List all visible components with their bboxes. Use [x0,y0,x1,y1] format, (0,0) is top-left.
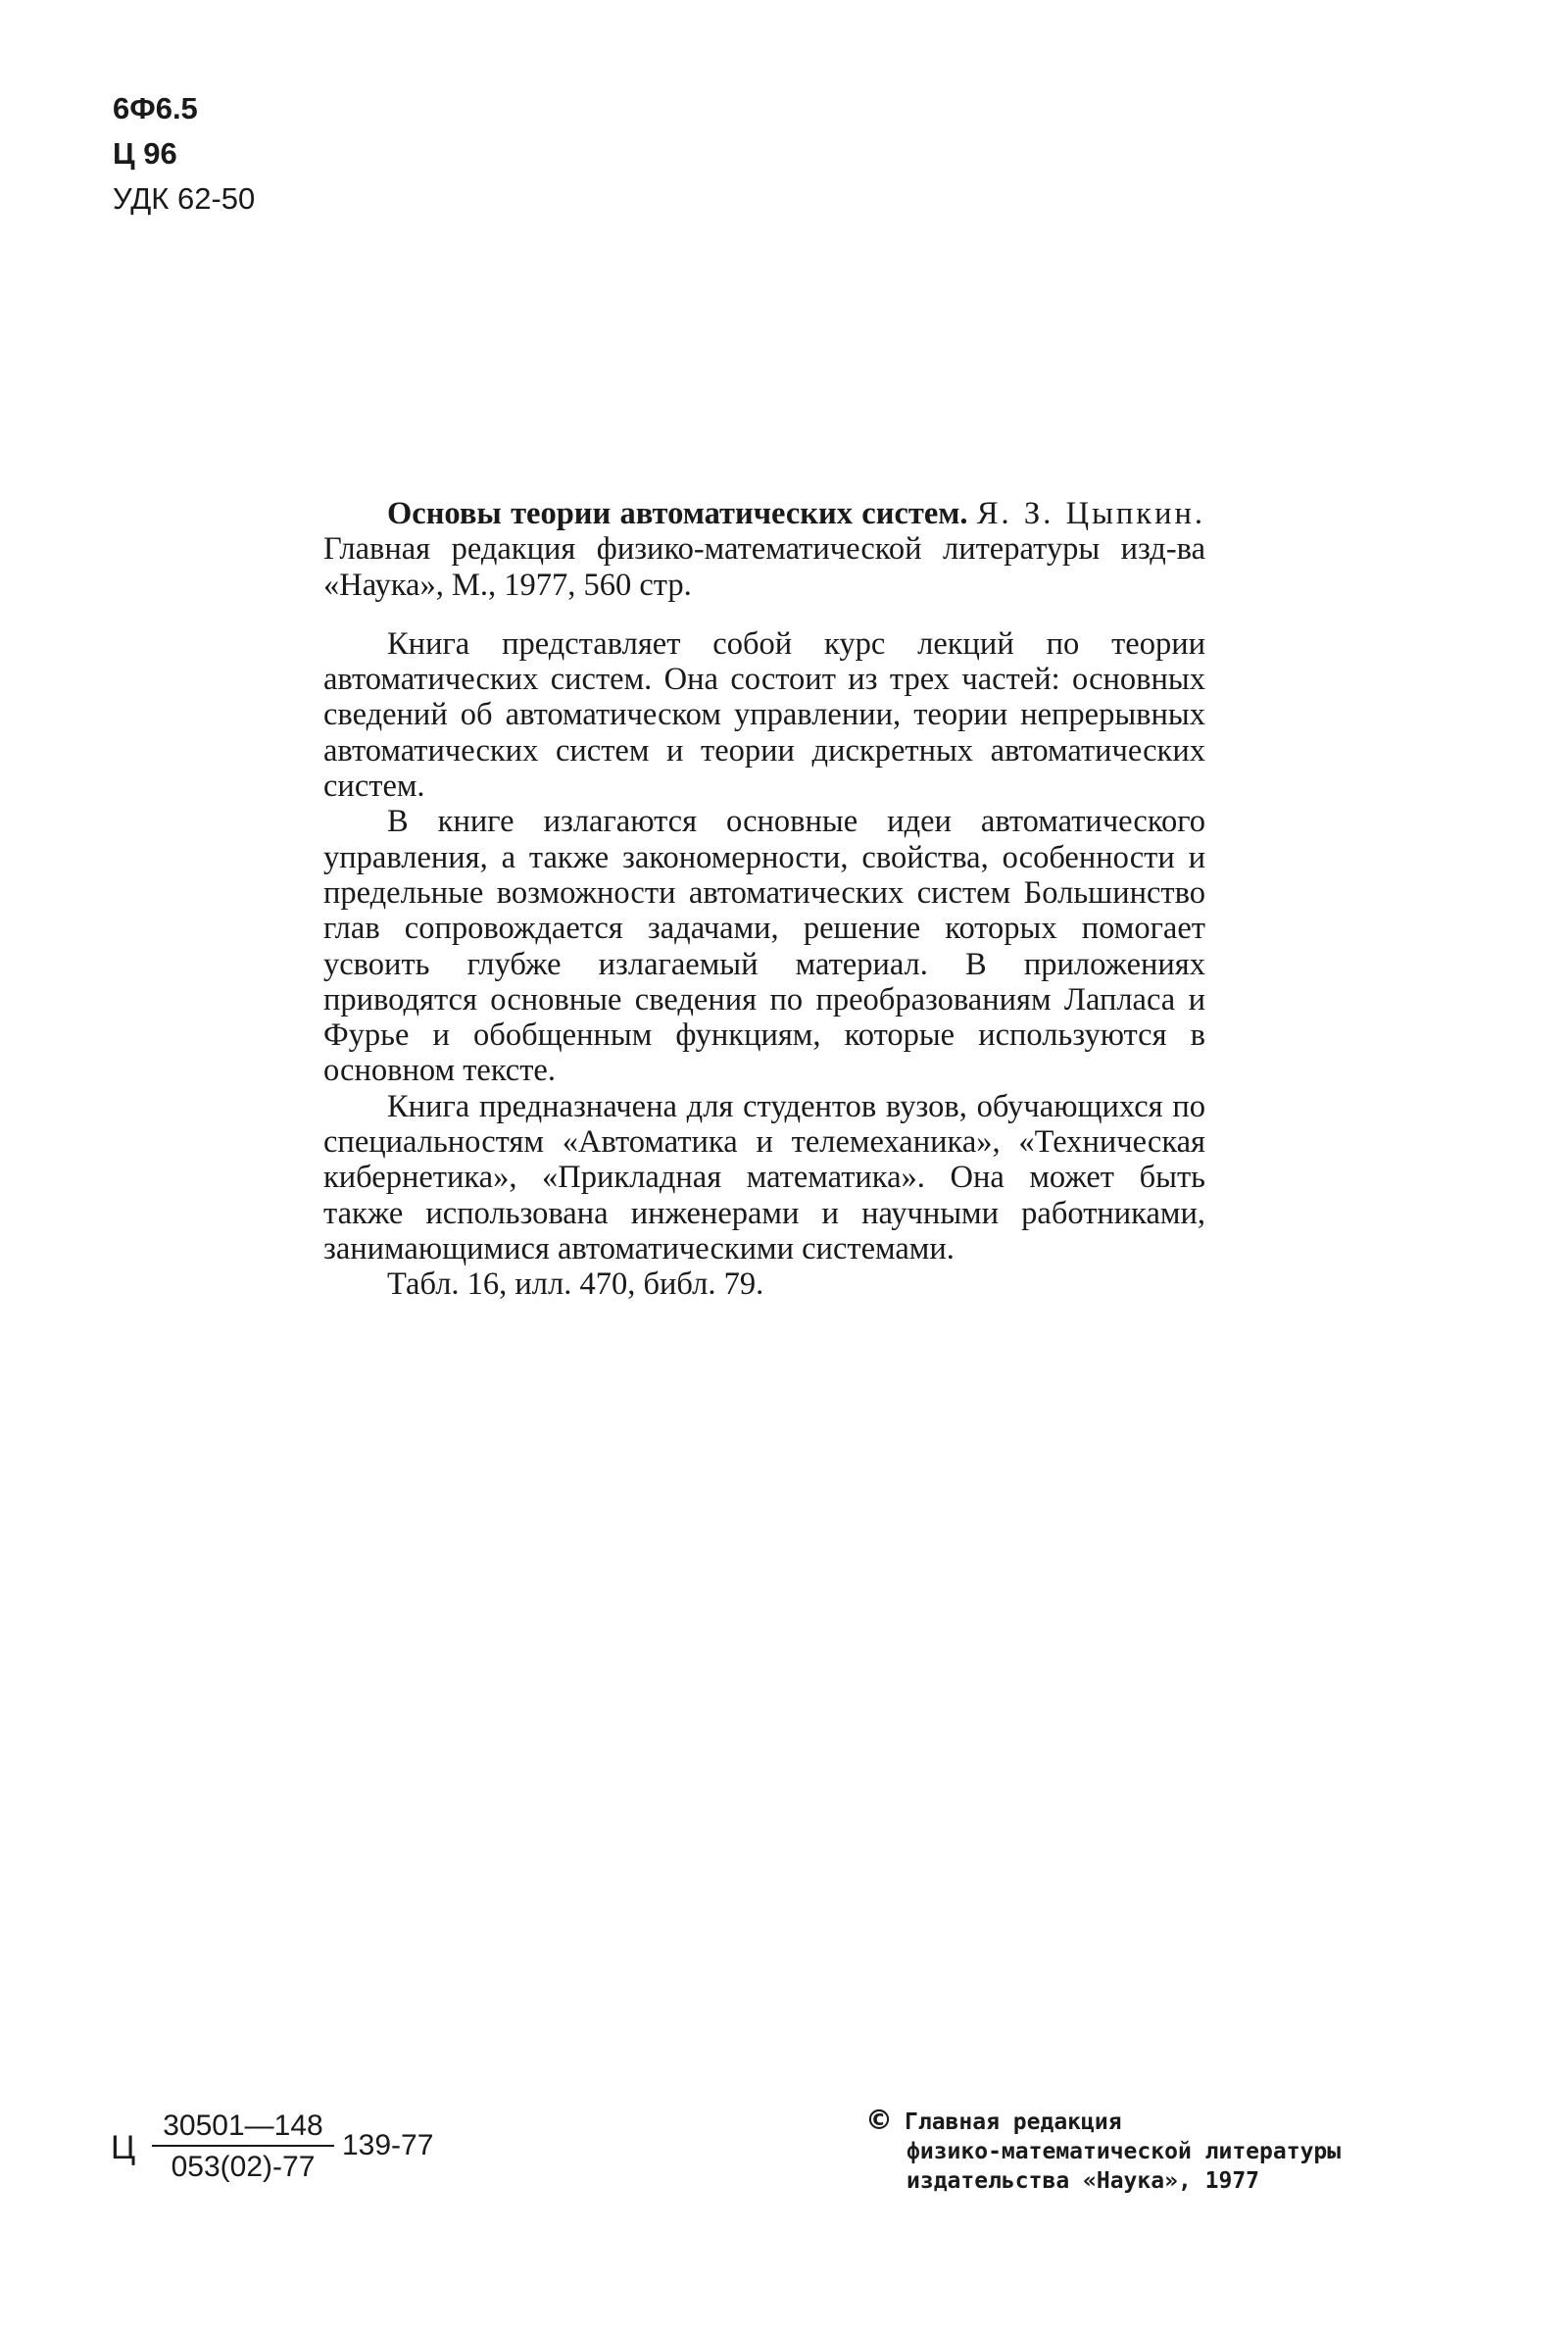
copyright-notice [865,2106,1414,2196]
copyright-line-1: Главная редакция [905,2109,1122,2135]
annotation-paragraph-2: В книге излагаются основные идеи автоматического управления, а также закономерности, свойства, особенности и предельные возможности автоматических систем Большинство глав сопровождается задачами, решение которых помогает усвоить глубже излагаемый материал. В приложениях приводятся основные сведения по преобразованиям Лапласа и Фурье и обобщенным функциям, которые используются в основном тексте. [323,804,1205,1089]
bibliographic-reference [323,496,1205,603]
annotation-paragraph-3: Книга предназначена для студентов вузов, обучающихся по специальностям «Автоматика и телемеханика», «Техническая кибернетика», «Прикладная математика». Она может быть также использована инженерами и научными работниками, занимающимися автоматическими системами. [323,1088,1205,1266]
book-title: Основы теории автоматических систем. [387,496,968,531]
imprint-numerator: 30501—148 [152,2108,334,2147]
imprint-order-code: 139-77 [342,2129,434,2161]
copyright-icon: © [865,2104,893,2136]
bbk-code: 6Ф6.5 [113,91,198,125]
annotation [323,496,1205,1303]
classification-codes [113,86,255,222]
imprint-denominator: 053(02)-77 [171,2151,316,2183]
copyright-line-2: физико-математической литературы [906,2139,1342,2164]
imprint-letter: Ц [111,2129,136,2166]
publisher-reference: Главная редакция физико-математической литературы изд-ва «Наука», М., 1977, 560 стр. [323,531,1205,603]
book-author: Я. З. Цыпкин. [976,496,1206,531]
author-mark: Ц 96 [113,136,177,171]
annotation-stats: Табл. 16, илл. 470, библ. 79. [387,1266,764,1303]
udc-code: УДК 62-50 [113,181,256,216]
annotation-paragraph-1: Книга представляет собой курс лекций по теории автоматических систем. Она состоит из трех частей: основных сведений об автоматическом управлении, теории непрерывных автоматических систем и теории дискретных автоматических систем. [323,625,1205,805]
copyright-line-3: издательства «Наука», 1977 [906,2168,1260,2194]
imprint-code [111,2108,522,2196]
